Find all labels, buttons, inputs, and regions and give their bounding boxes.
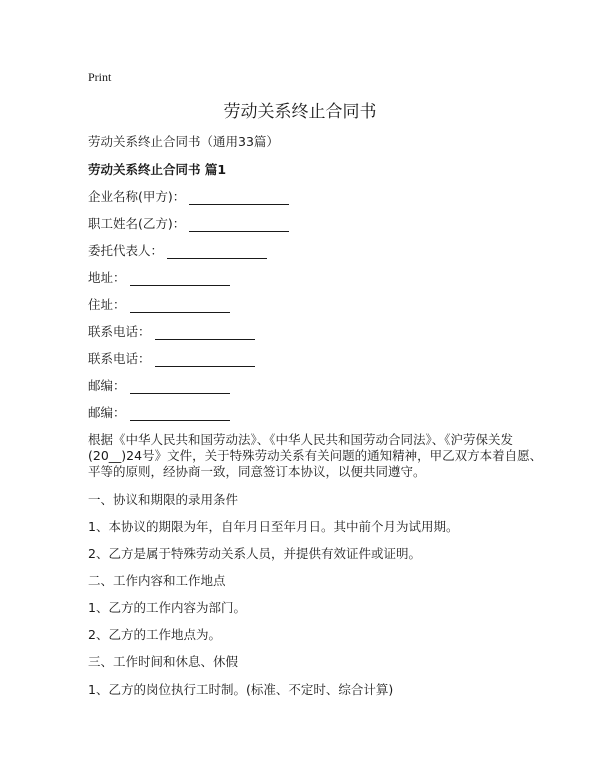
field-label: 邮编： [88,378,126,393]
blank-line [155,326,255,340]
section-heading: 劳动关系终止合同书 篇1 [88,162,227,177]
field-phone-1 [88,322,255,340]
clause-item: 1、乙方的工作内容为部门。 [88,600,246,615]
field-label: 联系电话： [88,324,151,339]
clause-item: 2、乙方的工作地点为。 [88,627,221,642]
field-label: 联系电话： [88,351,151,366]
field-postcode-2 [88,403,230,421]
document-subtitle: 劳动关系终止合同书（通用33篇） [88,134,279,149]
field-label: 职工姓名(乙方)： [88,216,186,231]
field-label: 地址： [88,270,126,285]
clause-item: 1、乙方的岗位执行工时制。(标准、不定时、综合计算) [88,682,394,697]
field-phone-2 [88,349,255,367]
blank-line [155,353,255,367]
field-label: 住址： [88,297,126,312]
clause-heading-2: 二、工作内容和工作地点 [88,573,226,588]
document-title: 劳动关系终止合同书 [223,102,377,122]
print-label: Print [88,70,112,84]
intro-paragraph-line-3: 平等的原则，经协商一致，同意签订本协议，以便共同遵守。 [88,464,426,479]
field-residence [88,295,230,313]
field-postcode-1 [88,376,230,394]
blank-line [189,191,289,205]
blank-line [189,218,289,232]
clause-item: 2、乙方是属于特殊劳动关系人员，并提供有效证件或证明。 [88,546,421,561]
blank-line [167,245,267,259]
blank-line [130,299,230,313]
field-label: 委托代表人： [88,243,164,258]
intro-paragraph-line-2: (20__)24号》文件，关于特殊劳动关系有关问题的通知精神，甲乙双方本着自愿、 [88,448,543,463]
blank-line [130,272,230,286]
clause-heading-1: 一、协议和期限的录用条件 [88,492,239,507]
field-employer-name [88,187,289,205]
clause-item: 1、本协议的期限为年，自年月日至年月日。其中前个月为试用期。 [88,519,459,534]
intro-paragraph-line-1: 根据《中华人民共和国劳动法》、《中华人民共和国劳动合同法》、《沪劳保关发 [88,432,514,447]
field-address [88,268,230,286]
blank-line [130,380,230,394]
field-representative [88,241,267,259]
field-label: 企业名称(甲方)： [88,189,186,204]
clause-heading-3: 三、工作时间和休息、休假 [88,654,239,669]
field-label: 邮编： [88,405,126,420]
blank-line [130,407,230,421]
field-employee-name [88,214,289,232]
